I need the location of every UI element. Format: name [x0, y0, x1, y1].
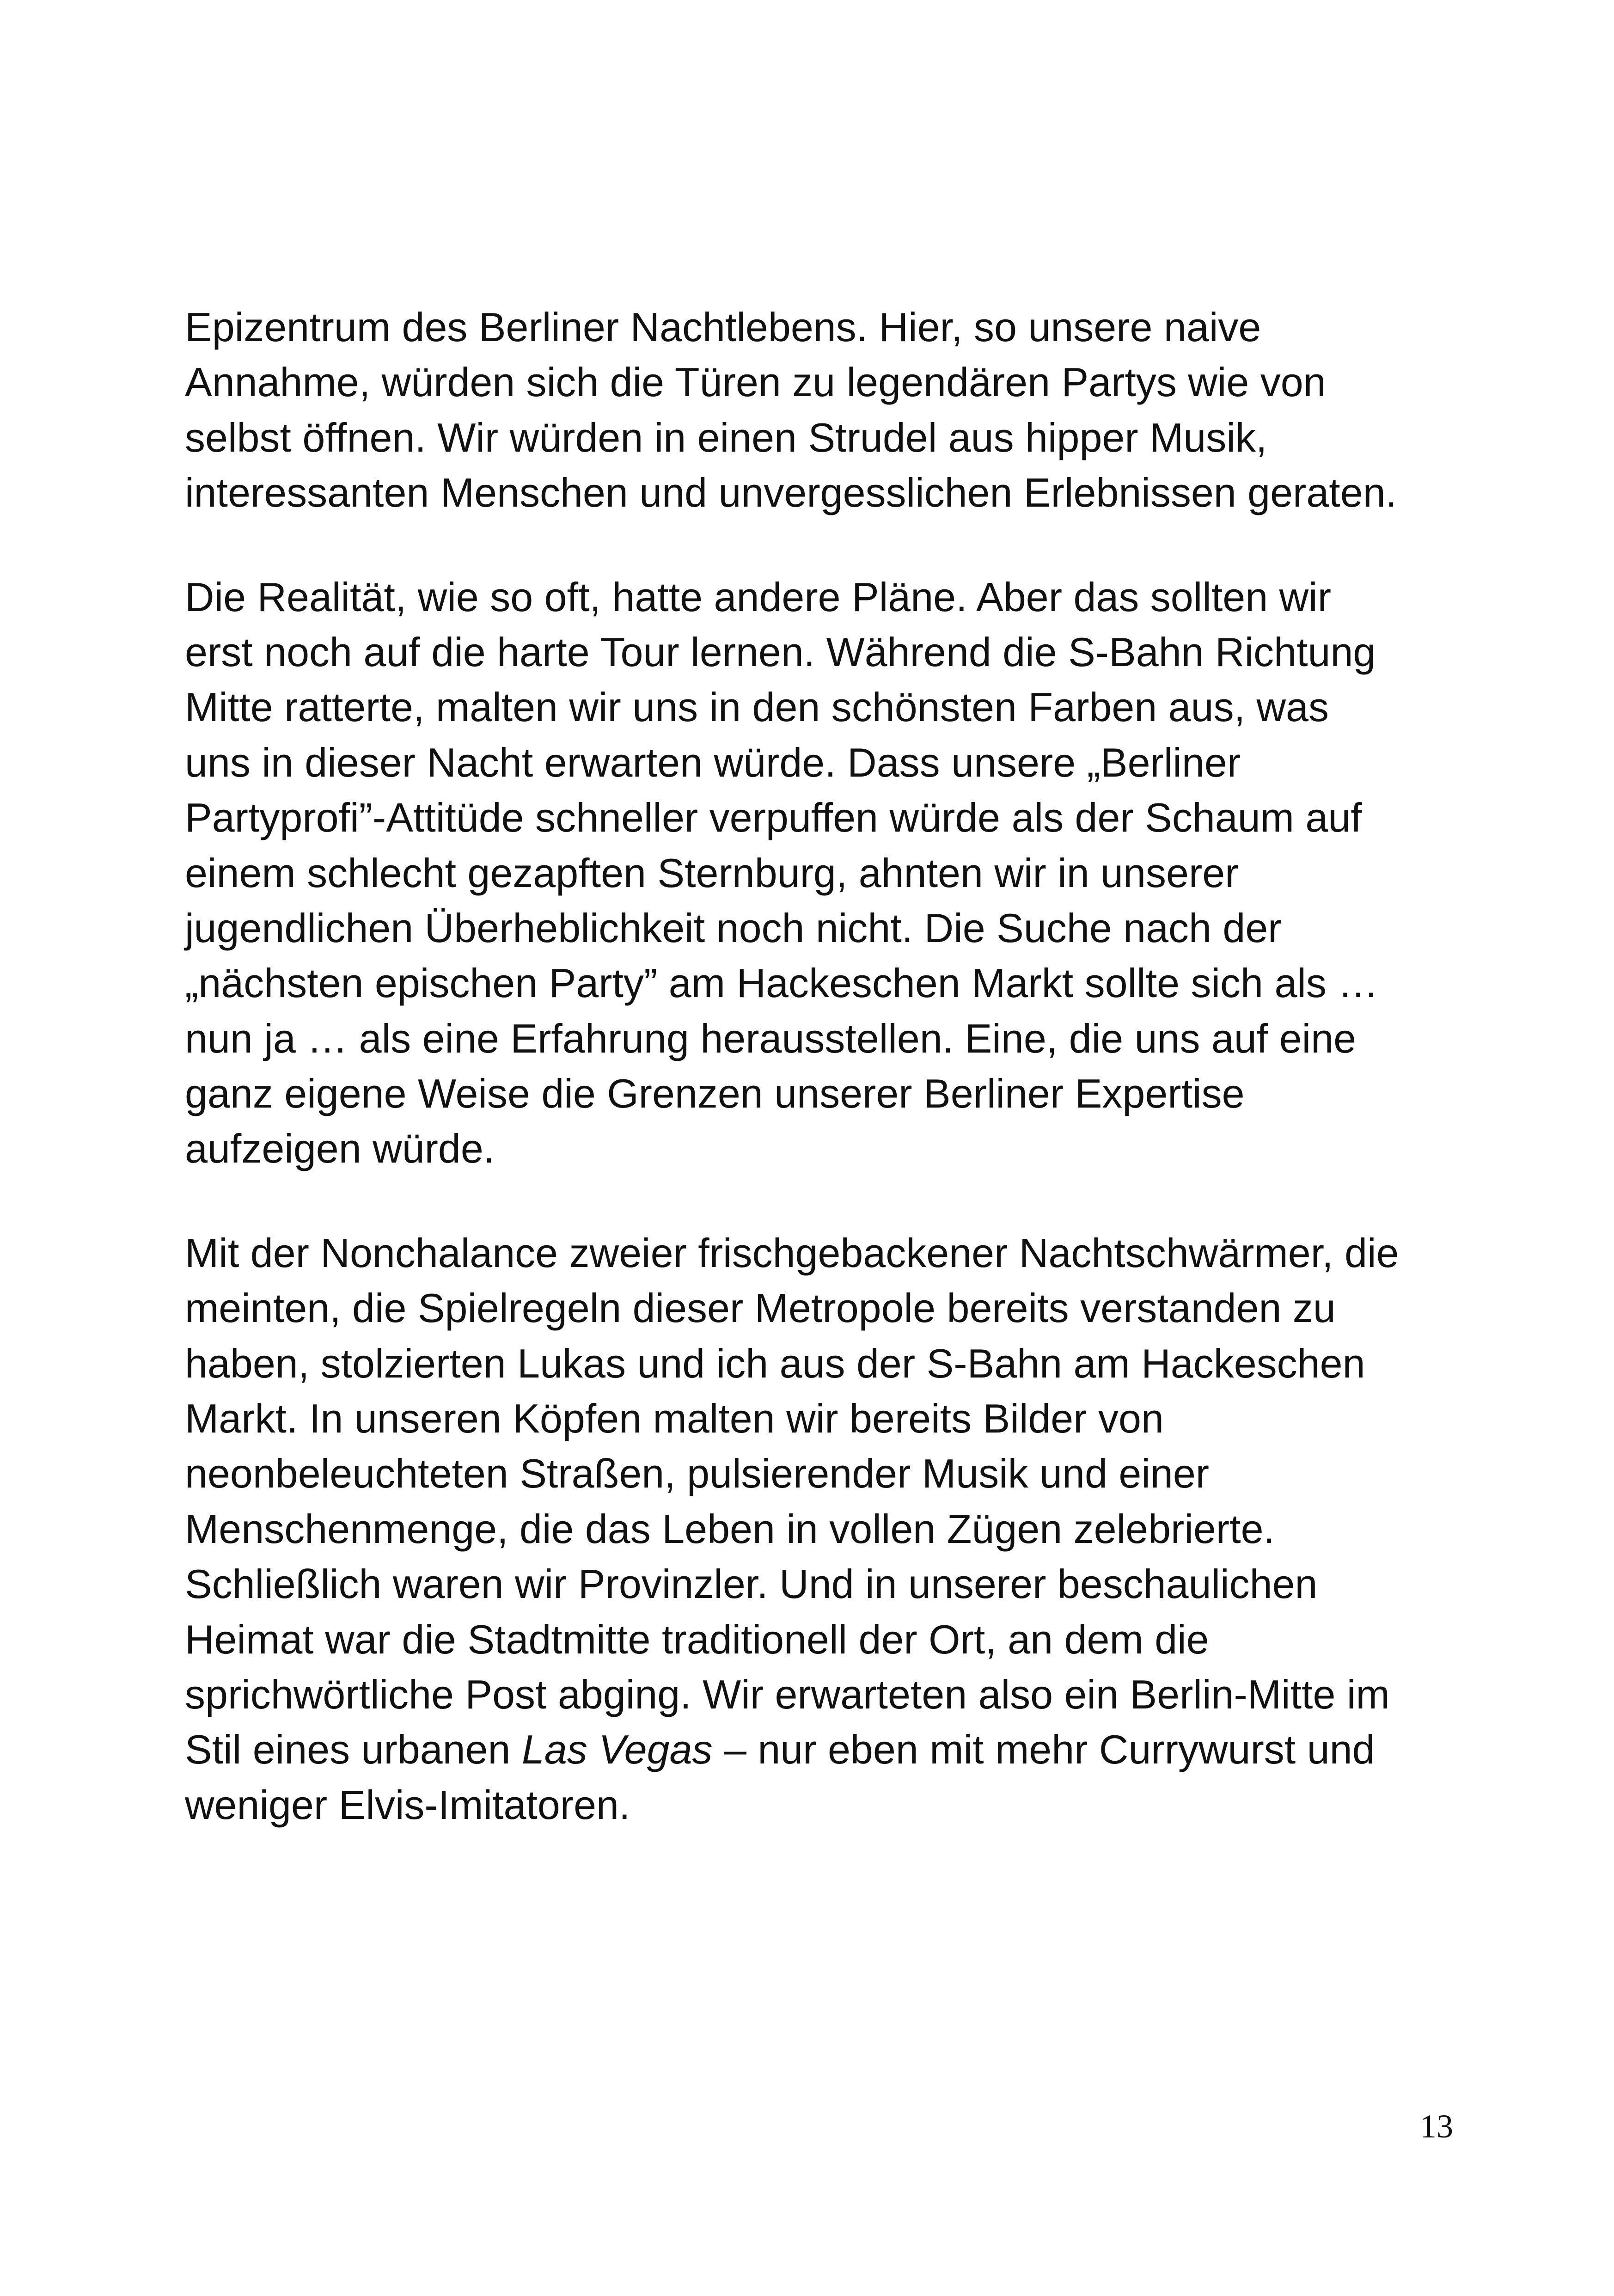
text-run: Stil eines urbanen: [185, 1727, 522, 1773]
italic-title: Las Vegas: [521, 1727, 713, 1773]
text-line: Heimat war die Stadtmitte traditionell der Ort, an dem die: [185, 1616, 1209, 1662]
text-line: Menschenmenge, die das Leben in vollen Zügen zelebrierte.: [185, 1506, 1275, 1552]
text-line: einem schlecht gezapften Sternburg, ahnten wir in unserer: [185, 850, 1239, 896]
text-line: [185, 1722, 1461, 1777]
page-number: 13: [1420, 2108, 1453, 2145]
text-line: interessanten Menschen und unvergesslichen Erlebnissen geraten.: [185, 470, 1397, 516]
text-line: selbst öffnen. Wir würden in einen Strudel aus hipper Musik,: [185, 414, 1267, 460]
text-line: Partyprofi”-Attitüde schneller verpuffen würde als der Schaum auf: [185, 795, 1362, 841]
text-line: „nächsten epischen Party” am Hackeschen Markt sollte sich als …: [185, 960, 1379, 1006]
text-line: Schließlich waren wir Provinzler. Und in unserer beschaulichen: [185, 1561, 1318, 1607]
text-line: Epizentrum des Berliner Nachtlebens. Hier, so unsere naive: [185, 304, 1261, 350]
text-line: ganz eigene Weise die Grenzen unserer Berliner Expertise: [185, 1071, 1245, 1117]
paragraph-3: [185, 1225, 1461, 1832]
text-line: Mit der Nonchalance zweier frischgebackener Nachtschwärmer, die: [185, 1230, 1399, 1276]
text-line: Die Realität, wie so oft, hatte andere Pläne. Aber das sollten wir: [185, 574, 1332, 620]
text-line: nun ja … als eine Erfahrung herausstellen. Eine, die uns auf eine: [185, 1015, 1357, 1061]
body-text: [185, 300, 1461, 1832]
text-line: haben, stolzierten Lukas und ich aus der S-Bahn am Hackeschen: [185, 1340, 1365, 1386]
text-line: sprichwörtliche Post abging. Wir erwarteten also ein Berlin-Mitte im: [185, 1671, 1390, 1717]
text-line: neonbeleuchteten Straßen, pulsierender Musik und einer: [185, 1451, 1210, 1497]
paragraph-1: [185, 300, 1461, 520]
text-line: Mitte ratterte, malten wir uns in den schönsten Farben aus, was: [185, 684, 1329, 730]
text-line: Annahme, würden sich die Türen zu legendären Partys wie von: [185, 359, 1326, 405]
text-line: aufzeigen würde.: [185, 1126, 495, 1172]
text-line: Markt. In unseren Köpfen malten wir bereits Bilder von: [185, 1396, 1164, 1442]
paragraph-2: [185, 569, 1461, 1176]
text-run: – nur eben mit mehr Currywurst und: [712, 1727, 1375, 1773]
text-line: meinten, die Spielregeln dieser Metropole bereits verstanden zu: [185, 1285, 1336, 1331]
text-line: jugendlichen Überheblichkeit noch nicht. Die Suche nach der: [185, 905, 1282, 951]
text-line: uns in dieser Nacht erwarten würde. Dass unsere „Berliner: [185, 739, 1241, 785]
text-line: erst noch auf die harte Tour lernen. Während die S-Bahn Richtung: [185, 629, 1376, 675]
text-line: weniger Elvis-Imitatoren.: [185, 1782, 630, 1828]
